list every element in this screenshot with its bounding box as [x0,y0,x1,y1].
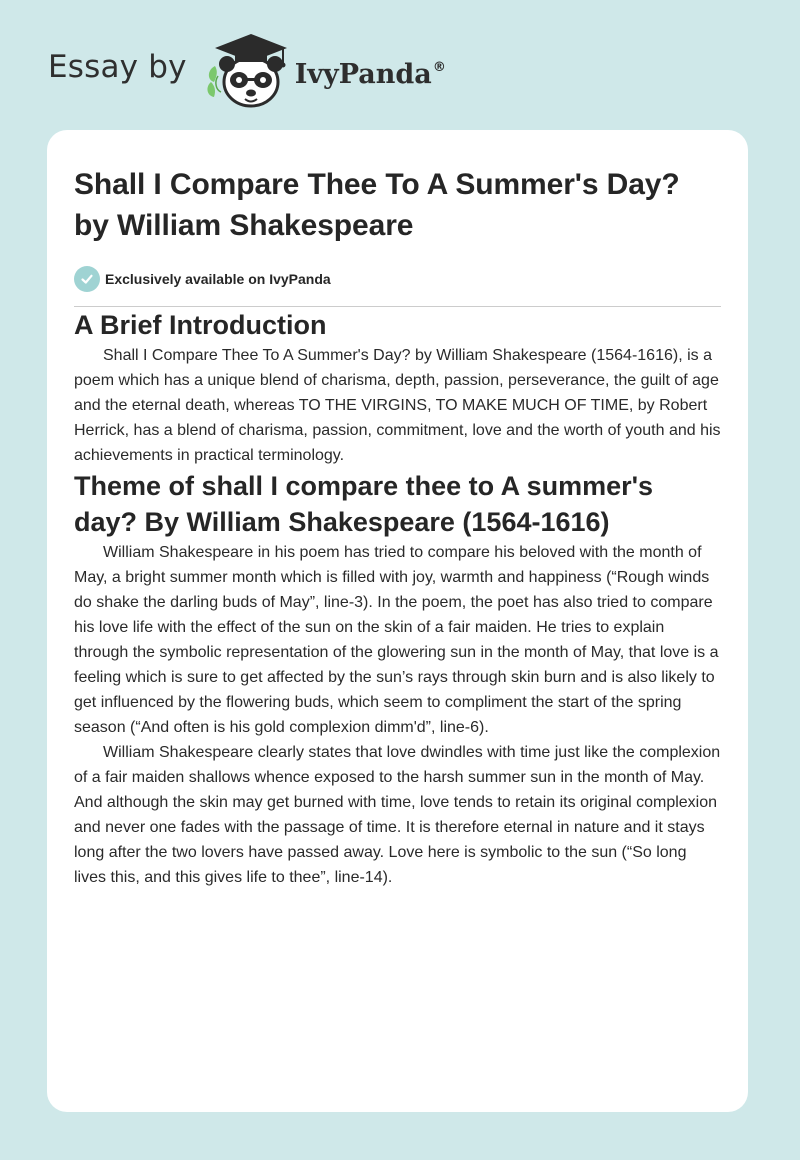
section-theme [74,468,721,890]
section-heading: Theme of shall I compare thee to A summer's day? By William Shakespeare (1564-1616) [74,471,654,537]
paragraph: Shall I Compare Thee To A Summer's Day? by William Shakespeare (1564-1616), is a poem which has a unique blend of charisma, depth, passion, perseverance, the guilt of age and the eternal death, whereas TO THE VIRGINS, TO MAKE MUCH OF TIME, by Robert Herrick, has a blend of charisma, passion, commitment, love and the worth of youth and his achievements in practical terminology. [74,347,721,464]
registered-mark: ® [432,59,446,75]
section-heading: A Brief Introduction [74,310,327,340]
brand-name-text: IvyPanda [294,58,432,90]
exclusive-label: Exclusively available on IvyPanda [105,271,331,287]
paragraph: William Shakespeare clearly states that love dwindles with time just like the complexion of a fair maiden shallows whence exposed to the harsh summer sun in the month of May. And although the skin may get burned with time, love tends to retain its original complexion and never one fades with the passage of time. It is therefore eternal in nature and it stays long after the two lovers have passed away. Love here is symbolic to the sun (“So long lives this, and this gives life to thee”, line-14). [74,744,721,886]
brand-name [295,59,446,90]
section-introduction [74,307,721,468]
brand-prefix: Essay by [48,49,187,85]
check-icon [74,266,100,292]
panda-graduation-cap-logo-icon [201,30,291,110]
essay-card [47,130,748,1112]
paragraph: William Shakespeare in his poem has tried to compare his beloved with the month of May, a bright summer month which is filled with joy, warmth and happiness (“Rough winds do shake the darling buds of May”, line-3). In the poem, the poet has also tried to compare his love life with the effect of the sun on the skin of a fair maiden. He tries to explain through the symbolic representation of the glowering sun in the month of May, that love is a feeling which is sure to get affected by the sun’s rays through skin burn and is also likely to get influenced by the flowering buds, which seem to compliment the start of the spring season (“And often is his gold complexion dimm'd”, line-6). [74,544,719,736]
page-title: Shall I Compare Thee To A Summer's Day? by William Shakespeare [74,168,680,242]
site-header-brand[interactable] [48,30,446,110]
exclusive-badge [74,265,721,293]
